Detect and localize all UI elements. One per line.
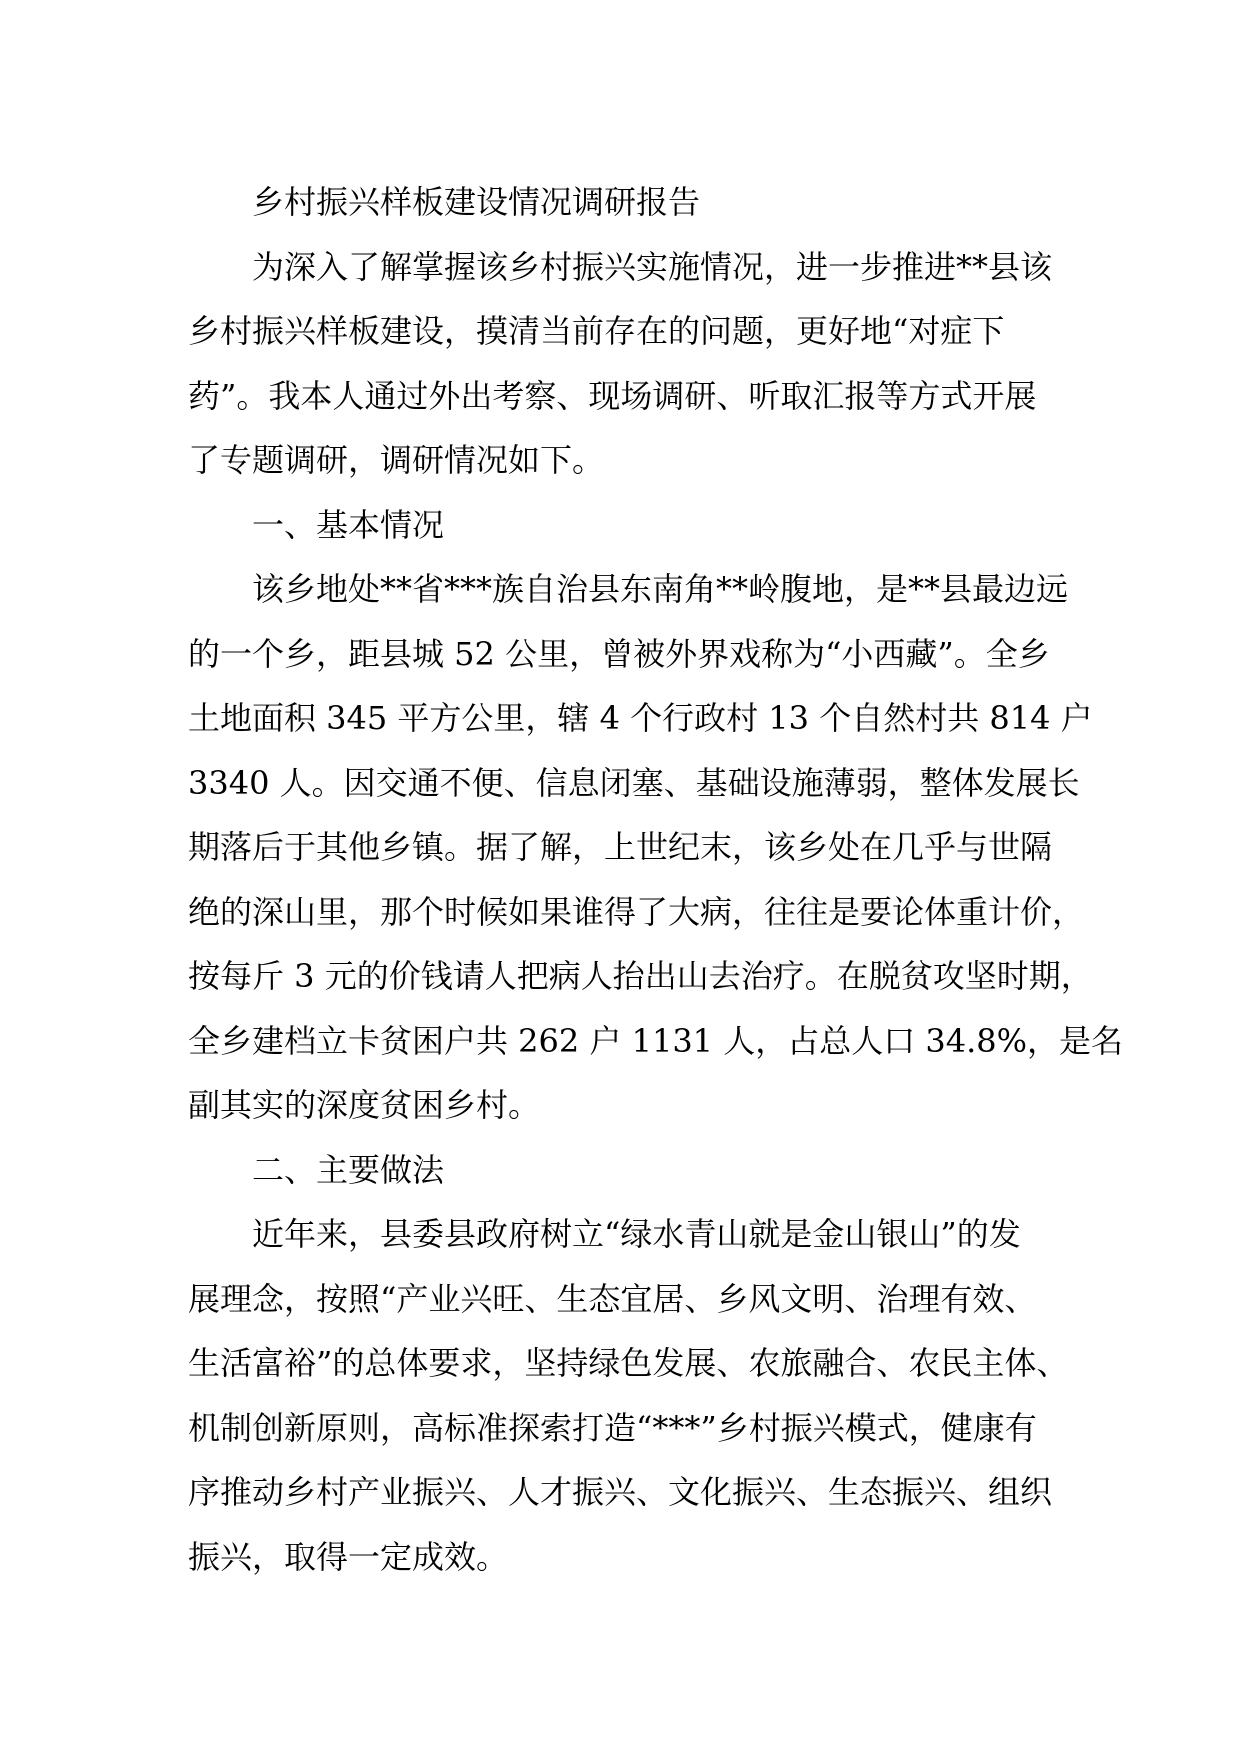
paragraph-line: 土地面积 345 平方公里，辖 4 个行政村 13 个自然村共 814 户 bbox=[188, 699, 1093, 737]
paragraph-line: 绝的深山里，那个时候如果谁得了大病，往往是要论体重计价， bbox=[188, 892, 1085, 931]
section-heading-main-practices: 二、主要做法 bbox=[252, 1150, 445, 1189]
paragraph-line: 药”。我本人通过外出考察、现场调研、听取汇报等方式开展 bbox=[188, 376, 1037, 415]
paragraph-line: 副其实的深度贫困乡村。 bbox=[188, 1086, 541, 1124]
paragraph-line: 近年来，县委县政府树立“绿水青山就是金山银山”的发 bbox=[252, 1215, 1021, 1253]
paragraph-line: 展理念，按照“产业兴旺、生态宜居、乡风文明、治理有效、 bbox=[188, 1279, 1037, 1318]
intro-paragraph bbox=[188, 235, 1068, 493]
paragraph-line: 乡村振兴样板建设，摸清当前存在的问题，更好地“对症下 bbox=[188, 312, 1005, 350]
paragraph-line: 期落后于其他乡镇。据了解，上世纪末，该乡处在几乎与世隔 bbox=[188, 828, 1053, 866]
page-title: 乡村振兴样板建设情况调研报告 bbox=[252, 183, 701, 221]
paragraph-line: 该乡地处**省***族自治县东南角**岭腹地，是**县最边远 bbox=[252, 570, 1069, 608]
paragraph-line: 生活富裕”的总体要求，坚持绿色发展、农旅融合、农民主体、 bbox=[188, 1344, 1069, 1382]
document-body bbox=[188, 170, 1124, 1589]
paragraph-line: 序推动乡村产业振兴、人才振兴、文化振兴、生态振兴、组织 bbox=[188, 1473, 1053, 1511]
paragraph-line: 了专题调研，调研情况如下。 bbox=[188, 441, 605, 479]
paragraph-line: 全乡建档立卡贫困户共 262 户 1131 人，占总人口 34.8%，是名 bbox=[188, 1021, 1124, 1060]
paragraph-line: 按每斤 3 元的价钱请人把病人抬出山去治疗。在脱贫攻坚时期， bbox=[188, 957, 1093, 995]
paragraph-line: 振兴，取得一定成效。 bbox=[188, 1537, 509, 1576]
paragraph-line: 机制创新原则，高标准探索打造“***”乡村振兴模式，健康有 bbox=[188, 1408, 1037, 1447]
section-heading-basic-situation: 一、基本情况 bbox=[252, 505, 445, 544]
paragraph-line: 为深入了解掌握该乡村振兴实施情况，进一步推进**县该 bbox=[252, 247, 1053, 286]
paragraph-line: 3340 人。因交通不便、信息闭塞、基础设施薄弱，整体发展长 bbox=[188, 763, 1080, 802]
paragraph-line: 的一个乡，距县城 52 公里，曾被外界戏称为“小西藏”。全乡 bbox=[188, 634, 1050, 673]
main-practices-paragraph bbox=[188, 1202, 1068, 1589]
basic-situation-paragraph bbox=[188, 557, 1124, 1138]
